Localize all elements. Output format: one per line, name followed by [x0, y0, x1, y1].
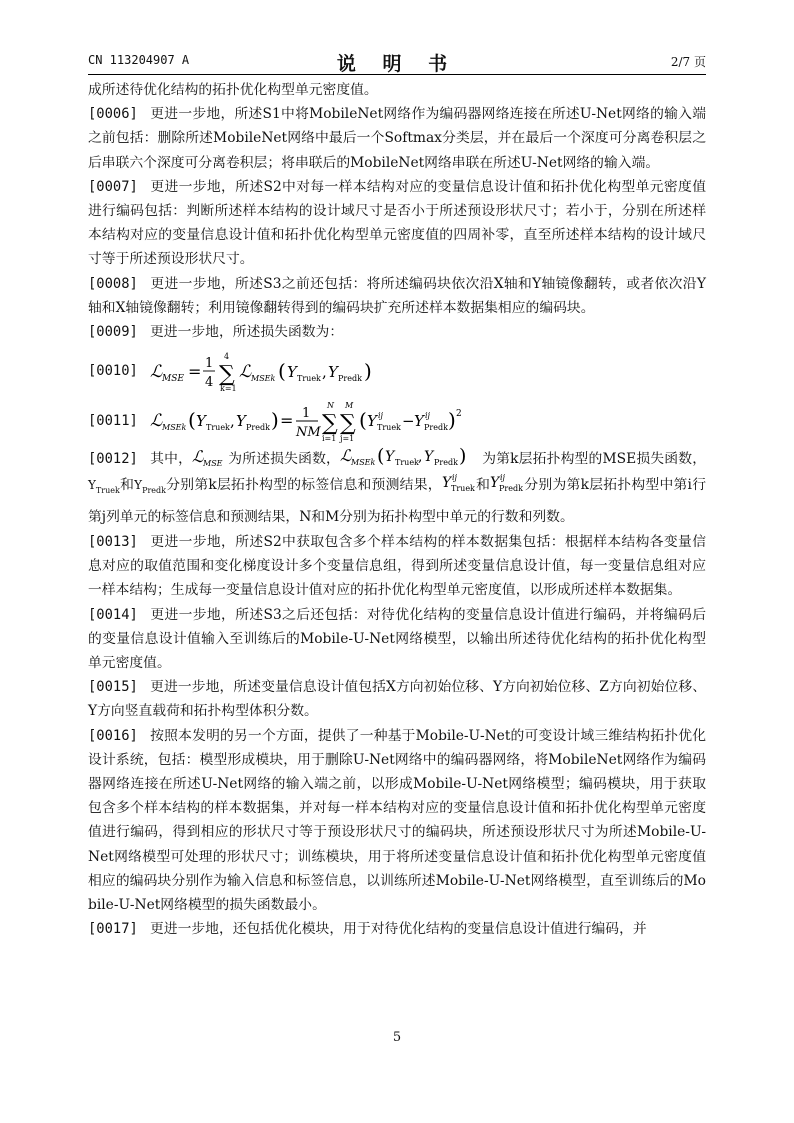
header-rule [88, 74, 706, 75]
svg-text:MSEk: MSEk [351, 458, 376, 468]
paragraph-0016: [0016] 按照本发明的另一个方面，提供了一种基于Mobile-U-Net的可变设计域三维结构拓扑优化设计系统，包括：模型形成模块，用于删除U-Net网络中的编码器网络，将MobileNet网络作为编码器网络连接在所述U-Net网络的输入端之前，以形成Mobile-U-Net网络模型；编码模块，用于获取包含多个样本结构的样本数据集，并对每一样本结构对应的变量信息设计值和拓扑优化构型单元密度值进行编码，得到相应的形状尺寸等于预设形状尺寸的编码块，所述预设形状尺寸为所述Mobile-U-Net网络模型可处理的形状尺寸；训练模块，用于将所述变量信息设计值和拓扑优化构型单元密度值相应的编码块分别作为输入信息和标签信息，以训练所述Mobile-U-Net网络模型，直至训练后的Mobile-U-Net网络模型的损失函数最小。 [88, 727, 706, 914]
svg-text:Truek: Truek [206, 423, 230, 433]
svg-text:Predk: Predk [499, 484, 524, 494]
y-true-ij-symbol [442, 472, 476, 494]
svg-text:Y: Y [414, 412, 424, 431]
y-pred-ij-symbol [490, 472, 524, 494]
svg-text:Y: Y [287, 363, 297, 382]
svg-text:Y: Y [424, 449, 434, 466]
svg-text:ij: ij [451, 473, 457, 483]
svg-text:2: 2 [456, 409, 462, 420]
paragraph-0006: [0006] 更进一步地，所述S1中将MobileNet网络作为编码器网络连接在所述U-Net网络的输入端之前包括：删除所述MobileNet网络中最后一个Softmax分类层，并在最后一个深度可分离卷积层之后串联六个深度可分离卷积层；将串联后的MobileNet网络串联在所述U-Net网络的输入端。 [88, 106, 706, 171]
page-indicator: 2/7 页 [670, 55, 706, 69]
svg-text:∑: ∑ [219, 362, 235, 388]
svg-text:=: = [280, 411, 294, 431]
svg-text:ℒ: ℒ [192, 447, 204, 467]
paragraph-0015: [0015] 更进一步地，所述变量信息设计值包括X方向初始位移、Y方向初始位移、Z方向初始位移、Y方向竖直载荷和拓扑构型体积分数。 [88, 679, 706, 720]
svg-text:Y: Y [367, 412, 377, 431]
svg-text:Truek: Truek [395, 458, 419, 468]
patent-number: CN 113204907 A [88, 53, 190, 67]
svg-text:MSE: MSE [162, 374, 184, 385]
svg-text:Predk: Predk [338, 374, 362, 384]
svg-text:): ) [364, 359, 372, 384]
svg-text:ij: ij [378, 411, 384, 421]
svg-text:4: 4 [224, 352, 230, 362]
svg-text:i=1: i=1 [322, 434, 337, 444]
paragraph-0013: [0013] 更进一步地，所述S2中获取包含多个样本结构的样本数据集包括：根据样本结构各变量信息对应的取值范围和变化梯度设计多个变量信息组，得到所述变量信息设计值，每一变量信息组对应一样本结构；生成每一变量信息设计值对应的拓扑优化构型单元密度值，以形成所述样本数据集。 [88, 533, 706, 599]
svg-text:,: , [230, 412, 235, 431]
svg-text:ij: ij [425, 411, 431, 421]
svg-text:M: M [345, 401, 354, 411]
svg-text:Y: Y [236, 412, 246, 431]
svg-text:): ) [271, 408, 279, 433]
svg-text:ℒ: ℒ [150, 362, 163, 383]
svg-text:(: ( [278, 359, 286, 384]
svg-text:N: N [327, 401, 334, 411]
svg-text:(: ( [188, 408, 196, 433]
svg-text:MSEk: MSEk [162, 423, 187, 433]
svg-text:Y: Y [441, 475, 452, 492]
svg-text:Predk: Predk [246, 423, 270, 433]
svg-text:1: 1 [205, 356, 214, 372]
formula-0010: [0010] ℒ MSE = 1 4 ∑ 4 k=1 ℒ MSEk ( Y Truek , Y Predk ) [88, 346, 706, 396]
svg-text:4: 4 [205, 375, 214, 391]
svg-text:ℒ: ℒ [239, 362, 252, 383]
svg-text:=: = [188, 362, 202, 382]
paragraph-0009: [0009] 更进一步地，所述损失函数为： [88, 324, 344, 341]
svg-text:Truek: Truek [450, 484, 475, 494]
svg-text:,: , [322, 363, 327, 382]
svg-text:MSE: MSE [203, 459, 223, 468]
svg-text:ℒ: ℒ [340, 446, 352, 466]
svg-text:Predk: Predk [434, 458, 458, 468]
svg-text:Truek: Truek [297, 374, 321, 384]
svg-text:Y: Y [196, 412, 206, 431]
svg-text:Truek: Truek [377, 423, 401, 433]
paragraph-0008: [0008] 更进一步地，所述S3之前还包括：将所述编码块依次沿X轴和Y轴镜像翻转，或者依次沿Y轴和X轴镜像翻转；利用镜像翻转得到的编码块扩充所述样本数据集相应的编码块。 [88, 275, 706, 316]
page-header [88, 49, 706, 73]
formula-0011: [0011] ℒ MSEk ( Y Truek , Y Predk ) = 1 NM ∑ N i=1 ∑ M j=1 ( Y ij Truek − Y ij Predk ) 2 [88, 398, 706, 444]
svg-text:k=1: k=1 [220, 384, 237, 394]
paragraph-continued: 成所述待优化结构的拓扑优化构型单元密度值。 [88, 82, 378, 98]
svg-text:Y: Y [385, 449, 395, 466]
svg-text:−: − [402, 412, 415, 431]
svg-text:Y: Y [490, 475, 500, 492]
svg-text:(: ( [359, 408, 367, 433]
svg-text:j=1: j=1 [340, 434, 355, 444]
paragraph-0014: [0014] 更进一步地，所述S3之后还包括：对待优化结构的变量信息设计值进行编码，并将编码后的变量信息设计值输入至训练后的Mobile-U-Net网络模型，以输出所述待优化结构的拓扑优化构型单元密度值。 [88, 606, 706, 671]
paragraph-0012: [0012] 其中， ℒ MSE 为所述损失函数， ℒ MSEk ( Y Truek , Y Predk ) 为第k层拓扑构型的MSE损失函数，$Y_{Truek}$和$Y_{Predk}$分别第k层拓扑构型的标签信息和预测结果， Y ij Truek 和 Y ij Predk 分别为第k层拓扑构型中第i行第j列单元的标签信息和预测结果，N和M分别为拓扑构型中单元的行数和列数。 [88, 446, 707, 525]
document-title: 说 明 书 [336, 53, 458, 75]
mse-k-symbol [340, 446, 482, 468]
loss-symbol [192, 447, 228, 467]
svg-text:Predk: Predk [424, 423, 448, 433]
svg-text:∑: ∑ [322, 411, 338, 437]
svg-text:,: , [418, 449, 423, 466]
paragraph-0017: [0017] 更进一步地，还包括优化模块，用于对待优化结构的变量信息设计值进行编码，并 [88, 921, 647, 938]
document-body [88, 78, 706, 941]
svg-text:MSEk: MSEk [251, 374, 276, 384]
svg-text:1: 1 [302, 406, 311, 422]
svg-text:): ) [459, 446, 467, 468]
svg-text:Y: Y [328, 363, 338, 382]
svg-text:NM: NM [296, 425, 321, 441]
svg-text:ℒ: ℒ [150, 411, 163, 432]
mse-layer-formula [150, 398, 470, 444]
svg-text:∑: ∑ [340, 411, 356, 437]
page-number: 5 [392, 1030, 402, 1045]
paragraph-0007: [0007] 更进一步地，所述S2中对每一样本结构对应的变量信息设计值和拓扑优化构型单元密度值进行编码包括：判断所述样本结构的设计域尺寸是否小于所述预设形状尺寸；若小于，分别在所述样本结构对应的变量信息设计值和拓扑优化构型单元密度值的四周补零，直至所述样本结构的设计域尺寸等于所述预设形状尺寸。 [88, 178, 706, 268]
svg-text:(: ( [377, 446, 385, 468]
svg-text:ij: ij [500, 473, 506, 483]
svg-text:): ) [448, 408, 456, 433]
mse-loss-formula [150, 346, 390, 396]
